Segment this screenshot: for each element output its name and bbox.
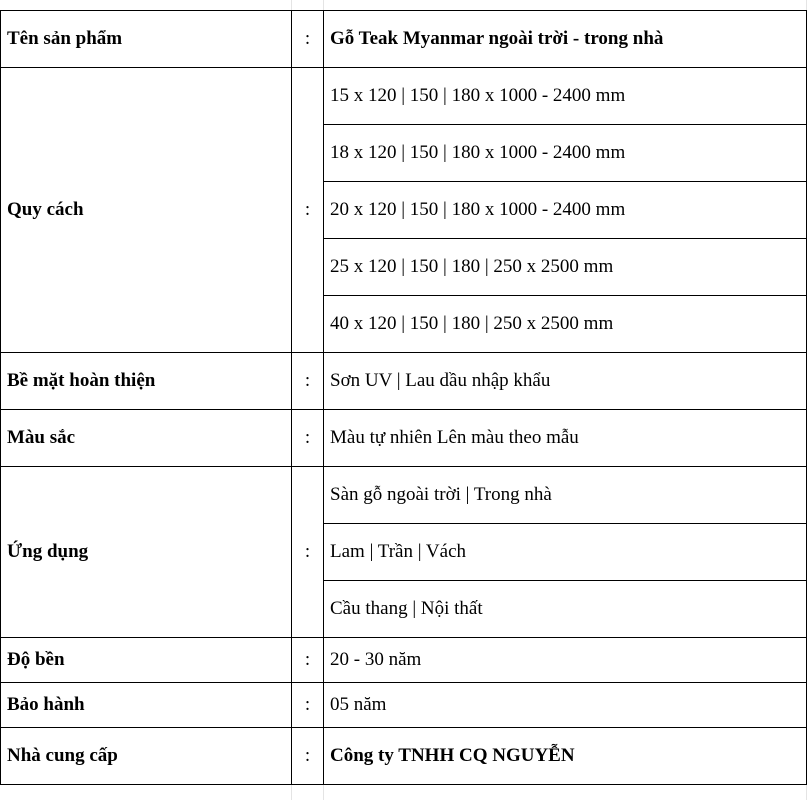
value-color: Màu tự nhiên Lên màu theo mẫu <box>324 410 807 467</box>
row-label-surface-finish: Bề mặt hoàn thiện <box>1 353 292 410</box>
value-supplier: Công ty TNHH CQ NGUYỄN <box>324 728 807 785</box>
row-separator: : <box>292 353 324 410</box>
table-row <box>1 467 807 524</box>
value-product-name: Gỗ Teak Myanmar ngoài trời - trong nhà <box>324 11 807 68</box>
row-label-durability: Độ bền <box>1 638 292 683</box>
value-surface-finish: Sơn UV | Lau dầu nhập khẩu <box>324 353 807 410</box>
row-label-color: Màu sắc <box>1 410 292 467</box>
table-row <box>1 410 807 467</box>
table-row <box>1 638 807 683</box>
product-spec-table <box>0 10 807 785</box>
row-separator: : <box>292 728 324 785</box>
value-specification-1: 15 x 120 | 150 | 180 x 1000 - 2400 mm <box>324 68 807 125</box>
row-separator: : <box>292 68 324 353</box>
row-label-specification: Quy cách <box>1 68 292 353</box>
table-row <box>1 683 807 728</box>
row-separator: : <box>292 410 324 467</box>
row-label-supplier: Nhà cung cấp <box>1 728 292 785</box>
table-row <box>1 11 807 68</box>
row-separator: : <box>292 638 324 683</box>
value-specification-2: 18 x 120 | 150 | 180 x 1000 - 2400 mm <box>324 125 807 182</box>
value-application-2: Lam | Trần | Vách <box>324 524 807 581</box>
row-separator: : <box>292 11 324 68</box>
value-application-1: Sàn gỗ ngoài trời | Trong nhà <box>324 467 807 524</box>
row-separator: : <box>292 683 324 728</box>
value-warranty: 05 năm <box>324 683 807 728</box>
table-row <box>1 353 807 410</box>
value-durability: 20 - 30 năm <box>324 638 807 683</box>
row-label-application: Ứng dụng <box>1 467 292 638</box>
table-row <box>1 68 807 125</box>
value-specification-4: 25 x 120 | 150 | 180 | 250 x 2500 mm <box>324 239 807 296</box>
table-row <box>1 728 807 785</box>
row-label-warranty: Bảo hành <box>1 683 292 728</box>
value-specification-3: 20 x 120 | 150 | 180 x 1000 - 2400 mm <box>324 182 807 239</box>
value-application-3: Cầu thang | Nội thất <box>324 581 807 638</box>
value-specification-5: 40 x 120 | 150 | 180 | 250 x 2500 mm <box>324 296 807 353</box>
row-separator: : <box>292 467 324 638</box>
row-label-product-name: Tên sản phẩm <box>1 11 292 68</box>
